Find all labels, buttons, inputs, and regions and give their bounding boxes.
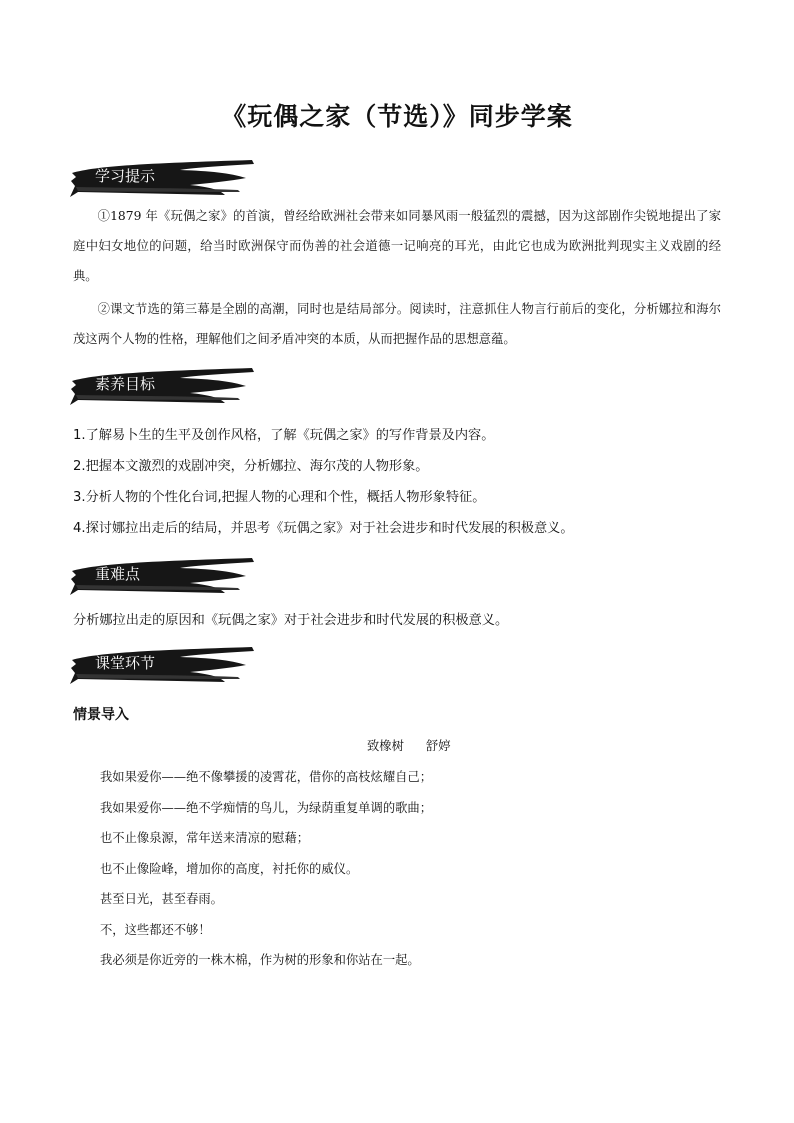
section-heading-key-points	[70, 555, 255, 597]
goals-list	[73, 420, 733, 544]
page-title: 《玩偶之家（节选）》同步学案	[221, 102, 573, 131]
section-heading-key-points-label: 重难点	[95, 565, 141, 583]
poem-line: 我如果爱你——绝不学痴情的鸟儿，为绿荫重复单调的歌曲；	[100, 800, 433, 815]
section-heading-tips	[70, 157, 255, 199]
poem-title-line	[367, 736, 451, 756]
section-heading-goals	[70, 365, 255, 407]
section-heading-goals-label: 素养目标	[95, 375, 156, 393]
poem-line: 我必须是你近旁的一株木棉，作为树的形象和你站在一起。	[100, 953, 420, 967]
goals-list-item: 4.探讨娜拉出走后的结局，并思考《玩偶之家》对于社会进步和时代发展的积极意义。	[73, 521, 574, 536]
poem-line: 我如果爱你——绝不像攀援的凌霄花，借你的高枝炫耀自己；	[100, 770, 433, 784]
goals-list-item: 2.把握本文激烈的戏剧冲突，分析娜拉、海尔茂的人物形象。	[73, 459, 429, 474]
scene-intro-heading: 情景导入	[73, 707, 129, 723]
poem-line: 甚至日光，甚至春雨。	[100, 892, 223, 906]
poem-author: 舒婷	[425, 739, 451, 753]
poem-title: 致橡树	[367, 739, 404, 753]
poem-line: 也不止像泉源，常年送来清凉的慰藉；	[100, 831, 310, 845]
section-heading-class-label: 课堂环节	[95, 654, 156, 672]
poem-lines	[100, 762, 432, 976]
tips-paragraph-1: ①1879 年《玩偶之家》的首演，曾经给欧洲社会带来如同暴风雨一般猛烈的震撼，因为这部剧作尖锐地提出了家庭中妇女地位的问题，给当时欧洲保守而伪善的社会道德一记响亮的耳光，由此它也成为欧洲批判现实主义戏剧的经典。	[73, 209, 721, 283]
poem-line: 也不止像险峰，增加你的高度，衬托你的威仪。	[100, 861, 359, 876]
poem-line: 不，这些都还不够！	[100, 922, 211, 937]
key-points-text: 分析娜拉出走的原因和《玩偶之家》对于社会进步和时代发展的积极意义。	[73, 613, 509, 628]
section-heading-class	[70, 644, 255, 686]
goals-list-item: 3.分析人物的个性化台词,把握人物的心理和个性，概括人物形象特征。	[73, 490, 486, 505]
section-heading-tips-label: 学习提示	[95, 167, 156, 185]
goals-list-item: 1.了解易卜生的生平及创作风格，了解《玩偶之家》的写作背景及内容。	[73, 428, 495, 443]
tips-paragraph-2: ②课文节选的第三幕是全剧的高潮，同时也是结局部分。阅读时，注意抓住人物言行前后的变化，分析娜拉和海尔茂这两个人物的性格，理解他们之间矛盾冲突的本质，从而把握作品的思想意蕴。	[73, 302, 721, 346]
